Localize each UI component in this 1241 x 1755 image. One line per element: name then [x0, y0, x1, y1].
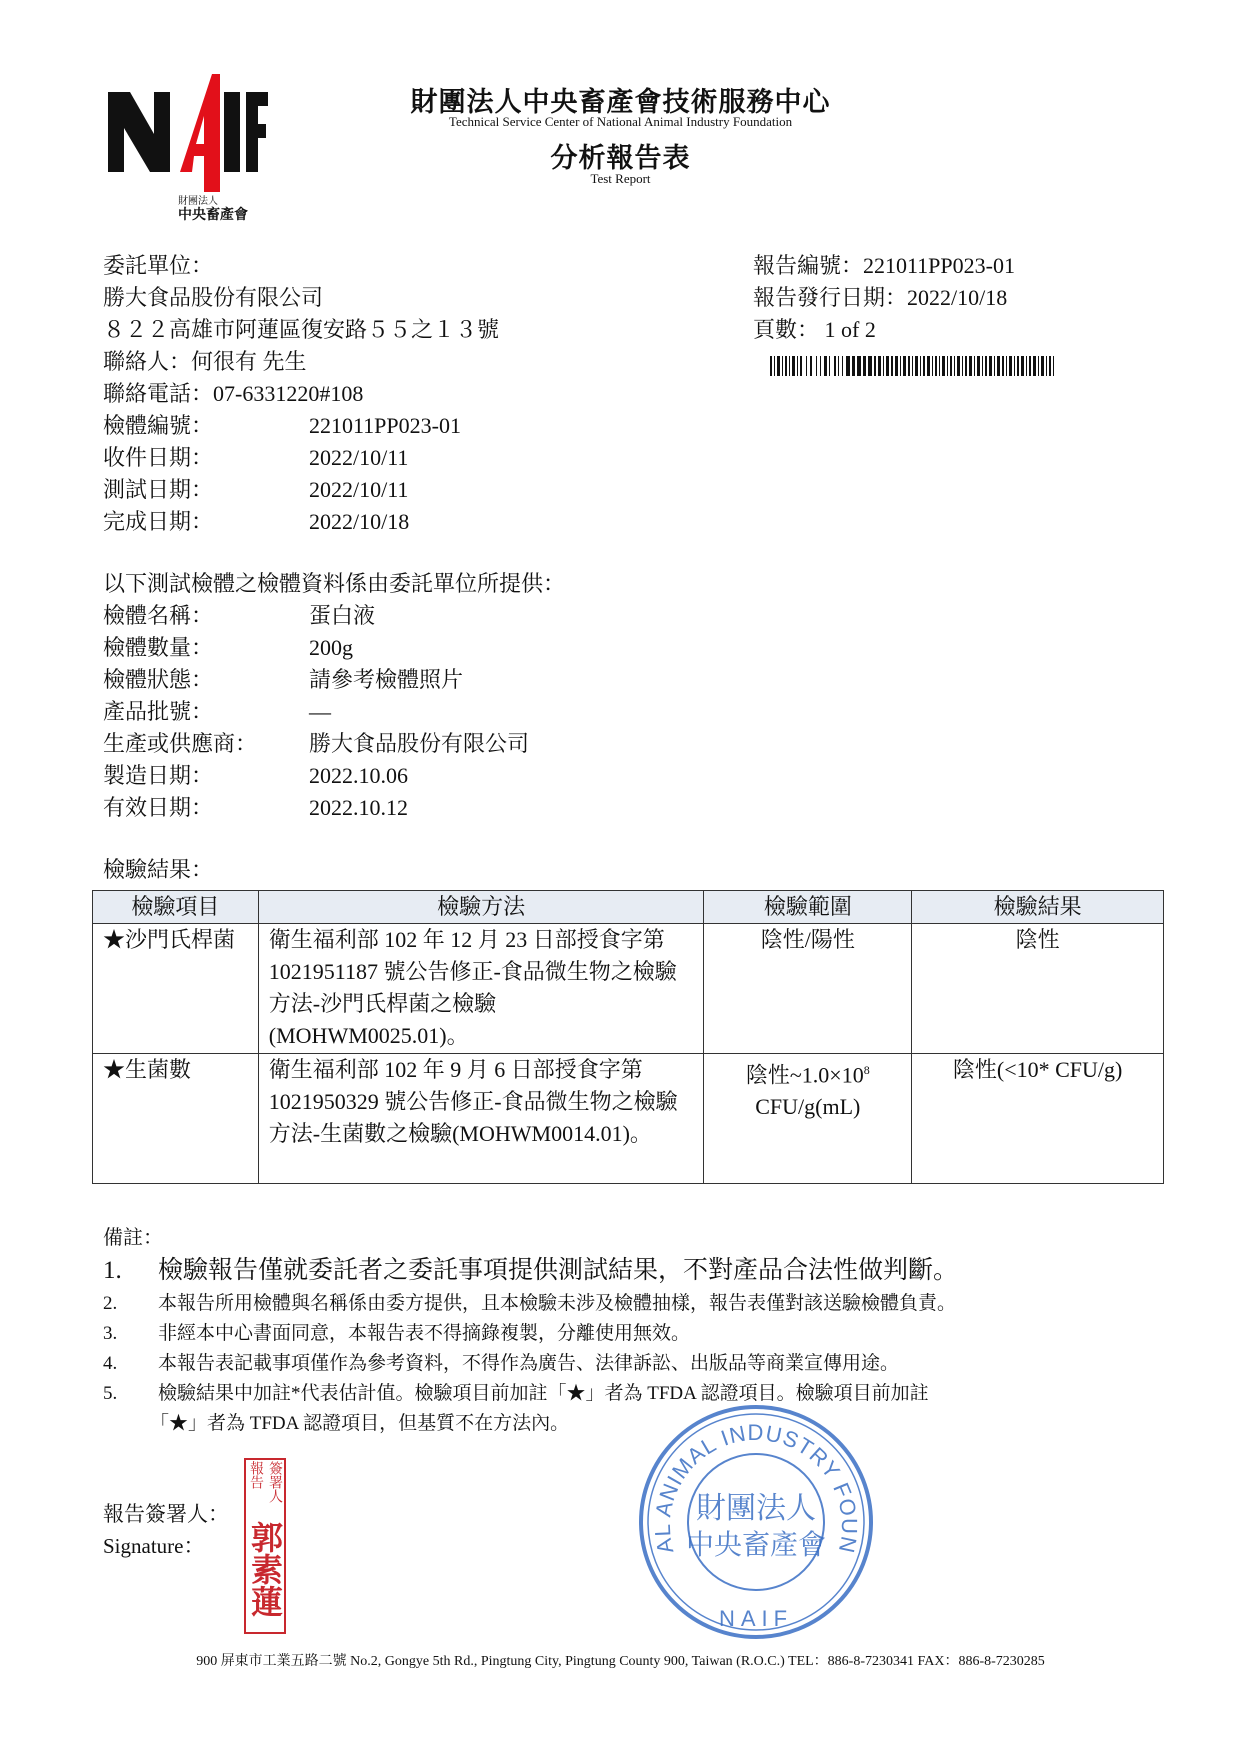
- test-item: ★沙門氏桿菌: [93, 924, 259, 1054]
- test-result: 陰性(<10* CFU/g): [912, 1054, 1164, 1184]
- report-issue-date: 報告發行日期：2022/10/18: [753, 285, 1008, 310]
- note-text: 檢驗報告僅就委託者之委託事項提供測試結果，不對產品合法性做判斷。: [158, 1257, 959, 1284]
- footer-address: 900 屏東市工業五路二號 No.2, Gongye 5th Rd., Pingtung City, Pingtung County 900, Taiwan (R.O.C.) TEL：886-8-7230341 FAX：886-8-7230285: [196, 1654, 1045, 1669]
- org-name-zh: 財團法人中央畜產會技術服務中心: [410, 87, 831, 117]
- note-text: 非經本中心書面同意，本報告表不得摘錄複製，分離使用無效。: [158, 1323, 691, 1344]
- note-text: 本報告表記載事項僅作為參考資料，不得作為廣告、法律訴訟、出版品等商業宣傳用途。: [158, 1353, 900, 1374]
- note-number: 2.: [103, 1293, 118, 1314]
- client-phone: 聯絡電話：07-6331220#108: [103, 381, 364, 406]
- note-text: 檢驗結果中加註*代表估計值。檢驗項目前加註「★」者為 TFDA 認證項目。檢驗項目前加註: [158, 1383, 929, 1404]
- client-company: 勝大食品股份有限公司: [103, 285, 324, 310]
- stamp-top-left: 報告: [248, 1461, 263, 1489]
- field-label: 測試日期：: [103, 477, 214, 502]
- provided-intro: 以下測試檢體之檢體資料係由委託單位所提供：: [103, 571, 566, 596]
- results-table: [92, 890, 1164, 1184]
- report-pages: 頁數： 1 of 2: [753, 317, 876, 342]
- field-value: 蛋白液: [309, 603, 376, 628]
- sample-field-row: [103, 442, 408, 474]
- notes-label: 備註：: [103, 1227, 163, 1249]
- test-item: ★生菌數: [93, 1054, 259, 1184]
- note-item: [103, 1288, 956, 1320]
- field-value: 2022/10/11: [309, 445, 409, 470]
- note-text: 本報告所用檢體與名稱係由委方提供，且本檢驗未涉及檢體抽樣，報告表僅對該送驗檢體負責。: [158, 1293, 957, 1314]
- provided-field-row: [103, 760, 408, 792]
- field-label: 檢體狀態：: [103, 667, 214, 692]
- note-item: [103, 1348, 899, 1380]
- org-name-en: Technical Service Center of National Animal Industry Foundation: [448, 114, 793, 129]
- signature-label-en: Signature：: [103, 1534, 205, 1558]
- signature-stamp: [244, 1458, 286, 1634]
- table-header-row: [93, 891, 1164, 924]
- test-method: 衛生福利部 102 年 12 月 23 日部授食字第 1021951187 號公告修正-食品微生物之檢驗方法-沙門氏桿菌之檢驗(MOHWM0025.01)。: [258, 924, 704, 1054]
- col-header-result: 檢驗結果: [912, 891, 1164, 924]
- range-value: 陰性~1.0×10: [745, 1062, 864, 1088]
- provided-field-row: [103, 792, 408, 824]
- provided-field-row: [103, 696, 331, 728]
- note-number: 4.: [103, 1353, 118, 1374]
- field-value: 2022/10/11: [309, 477, 409, 502]
- field-value: 2022.10.12: [309, 795, 408, 820]
- sample-field-row: [103, 410, 461, 442]
- field-label: 產品批號：: [103, 699, 214, 724]
- provided-field-row: [103, 664, 463, 696]
- sample-field-row: [103, 474, 408, 506]
- note-item: [103, 1318, 690, 1350]
- report-title-en: Test Report: [590, 171, 651, 186]
- table-row: [93, 1054, 1164, 1184]
- client-address: ８２２高雄市阿蓮區復安路５５之１３號: [103, 317, 500, 342]
- foundation-seal: [636, 1402, 876, 1642]
- seal-line1: 財團法人: [696, 1491, 816, 1526]
- field-value: 請參考檢體照片: [309, 667, 464, 692]
- note-item: [103, 1254, 958, 1288]
- seal-line2: 中央畜產會: [685, 1528, 827, 1561]
- barcode: [770, 356, 1054, 376]
- report-number: 報告編號：221011PP023-01: [753, 253, 1015, 278]
- provided-field-row: [103, 728, 529, 760]
- field-value: 221011PP023-01: [309, 413, 461, 438]
- field-label: 檢體編號：: [103, 413, 214, 438]
- field-label: 檢體數量：: [103, 635, 214, 660]
- field-value: 2022/10/18: [309, 509, 410, 534]
- range-unit: CFU/g(mL): [755, 1094, 861, 1120]
- results-label: 檢驗結果：: [103, 857, 214, 882]
- logo-sub-small: 財團法人: [178, 196, 218, 207]
- test-range: [704, 1054, 912, 1184]
- seal-bottom-text: NAIF: [718, 1606, 794, 1631]
- test-result: 陰性: [912, 924, 1164, 1054]
- stamp-top-right: 簽署人: [267, 1461, 282, 1503]
- field-label: 收件日期：: [103, 445, 214, 470]
- note-number: 1.: [103, 1257, 122, 1284]
- note-number: 3.: [103, 1323, 118, 1344]
- report-title-zh: 分析報告表: [550, 143, 691, 173]
- field-value: 200g: [309, 635, 353, 660]
- range-exponent: 8: [863, 1063, 870, 1077]
- signature-label-zh: 報告簽署人：: [103, 1502, 229, 1526]
- field-label: 完成日期：: [103, 509, 214, 534]
- test-method: 衛生福利部 102 年 9 月 6 日部授食字第 1021950329 號公告修正-食品微生物之檢驗方法-生菌數之檢驗(MOHWM0014.01)。: [258, 1054, 704, 1184]
- field-label: 有效日期：: [103, 795, 214, 820]
- col-header-range: 檢驗範圍: [704, 891, 912, 924]
- col-header-item: 檢驗項目: [93, 891, 259, 924]
- field-label: 生產或供應商：: [103, 731, 258, 756]
- sample-field-row: [103, 506, 409, 538]
- field-value: —: [309, 699, 331, 724]
- provided-field-row: [103, 600, 375, 632]
- field-label: 製造日期：: [103, 763, 214, 788]
- field-value: 勝大食品股份有限公司: [309, 731, 530, 756]
- logo-sub: 中央畜產會: [178, 207, 248, 222]
- client-contact: 聯絡人：何很有 先生: [103, 349, 307, 374]
- client-label: 委託單位：: [103, 253, 214, 278]
- note-continuation: 「★」者為 TFDA 認證項目，但基質不在方法內。: [150, 1413, 570, 1434]
- col-header-method: 檢驗方法: [258, 891, 704, 924]
- note-number: 5.: [103, 1383, 118, 1404]
- table-row: [93, 924, 1164, 1054]
- test-range: 陰性/陽性: [704, 924, 912, 1054]
- field-value: 2022.10.06: [309, 763, 408, 788]
- stamp-name: 郭素蓮: [247, 1521, 283, 1617]
- provided-field-row: [103, 632, 353, 664]
- field-label: 檢體名稱：: [103, 603, 214, 628]
- seal-arc-text: AL ANIMAL INDUSTRY FOUN: [649, 1420, 863, 1556]
